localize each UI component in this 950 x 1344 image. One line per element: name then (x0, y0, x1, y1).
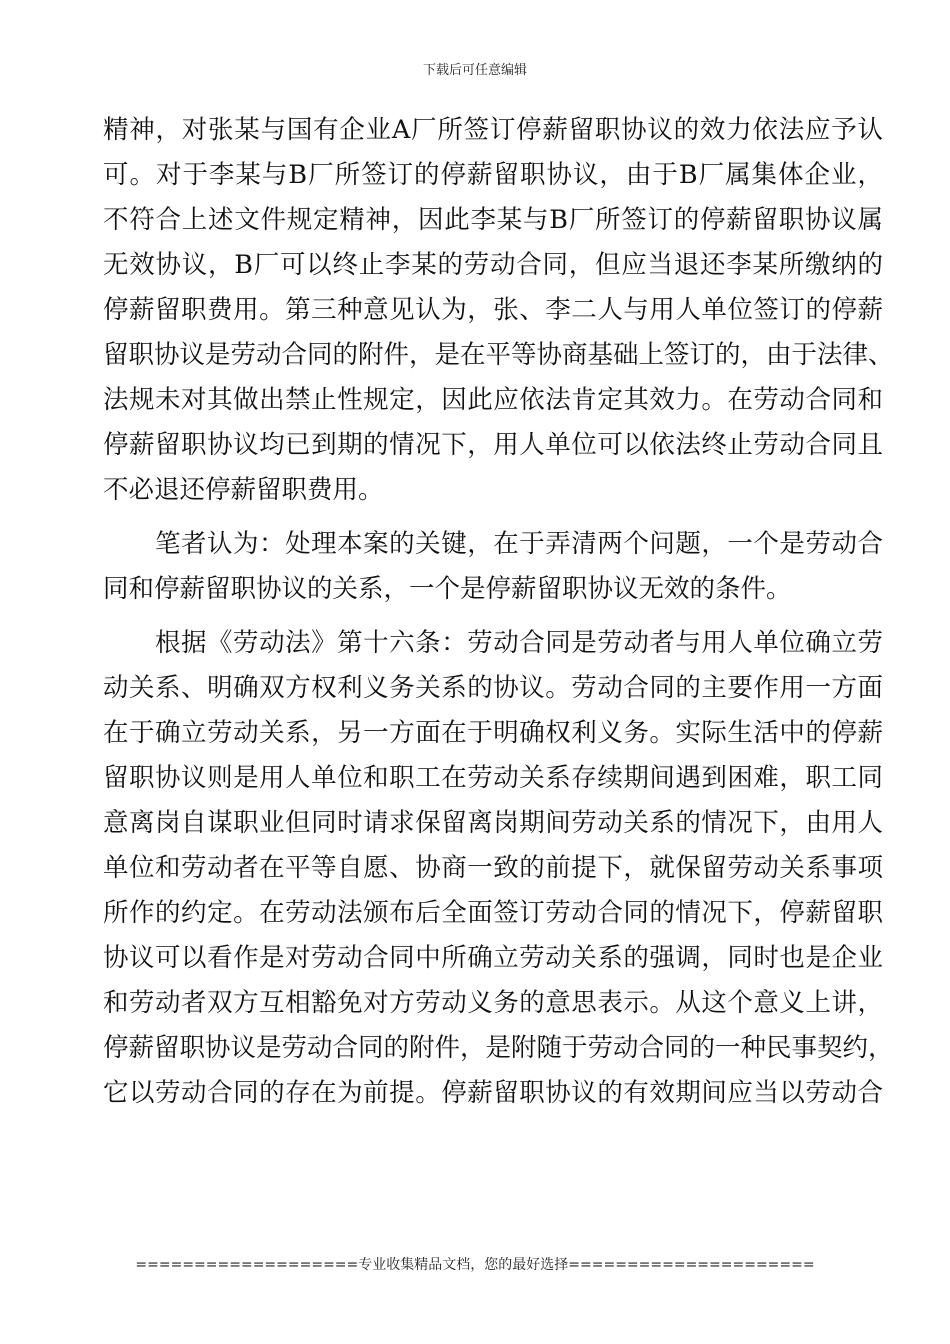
text-line: 法规未对其做出禁止性规定，因此应依法肯定其效力。在劳动合同和 (103, 385, 883, 415)
text-line: 所作的约定。在劳动法颁布后全面签订劳动合同的情况下，停薪留职 (103, 898, 883, 928)
text-line: 留职协议则是用人单位和职工在劳动关系存续期间遇到困难，职工同 (103, 763, 883, 793)
text-line: 不必退还停薪留职费用。 (103, 475, 384, 505)
text-line: 留职协议是劳动合同的附件，是在平等协商基础上签订的，由于法律、 (103, 340, 894, 370)
paragraph-gap (103, 513, 883, 522)
page-header: 下载后可任意编辑 (422, 63, 527, 78)
text-line: 单位和劳动者在平等自愿、协商一致的前提下，就保留劳动关系事项 (103, 853, 883, 883)
paragraph (103, 108, 894, 513)
text-line: 笔者认为：处理本案的关键，在于弄清两个问题，一个是劳动合 (155, 529, 883, 559)
text-line: 协议可以看作是对劳动合同中所确立劳动关系的强调，同时也是企业 (103, 943, 883, 973)
text-line: 精神，对张某与国有企业A厂所签订停薪留职协议的效力依法应予认 (103, 115, 883, 145)
page-footer: ===================专业收集精品文档，您的最好选择===================== (135, 1257, 815, 1273)
text-line: 无效协议，B厂可以终止李某的劳动合同，但应当退还李某所缴纳的 (103, 250, 883, 280)
text-line: 意离岗自谋职业但同时请求保留离岗期间劳动关系的情况下，由用人 (103, 808, 883, 838)
text-line: 停薪留职费用。第三种意见认为，张、李二人与用人单位签订的停薪 (103, 295, 883, 325)
text-line: 可。对于李某与B厂所签订的停薪留职协议，由于B厂属集体企业， (103, 160, 883, 190)
paragraph (103, 522, 883, 612)
text-line: 根据《劳动法》第十六条：劳动合同是劳动者与用人单位确立劳 (155, 628, 883, 658)
text-line: 和劳动者双方互相豁免对方劳动义务的意思表示。从这个意义上讲， (103, 988, 883, 1018)
text-line: 停薪留职协议是劳动合同的附件，是附随于劳动合同的一种民事契约， (103, 1033, 894, 1063)
text-line: 动关系、明确双方权利义务关系的协议。劳动合同的主要作用一方面 (103, 673, 883, 703)
text-line: 停薪留职协议均已到期的情况下，用人单位可以依法终止劳动合同且 (103, 430, 883, 460)
text-line: 同和停薪留职协议的关系，一个是停薪留职协议无效的条件。 (103, 574, 792, 604)
text-line: 它以劳动合同的存在为前提。停薪留职协议的有效期间应当以劳动合 (103, 1078, 883, 1108)
document-body (103, 108, 894, 1116)
text-line: 不符合上述文件规定精神，因此李某与B厂所签订的停薪留职协议属 (103, 205, 883, 235)
paragraph (103, 621, 894, 1116)
paragraph-gap (103, 612, 883, 621)
text-line: 在于确立劳动关系，另一方面在于明确权利义务。实际生活中的停薪 (103, 718, 883, 748)
